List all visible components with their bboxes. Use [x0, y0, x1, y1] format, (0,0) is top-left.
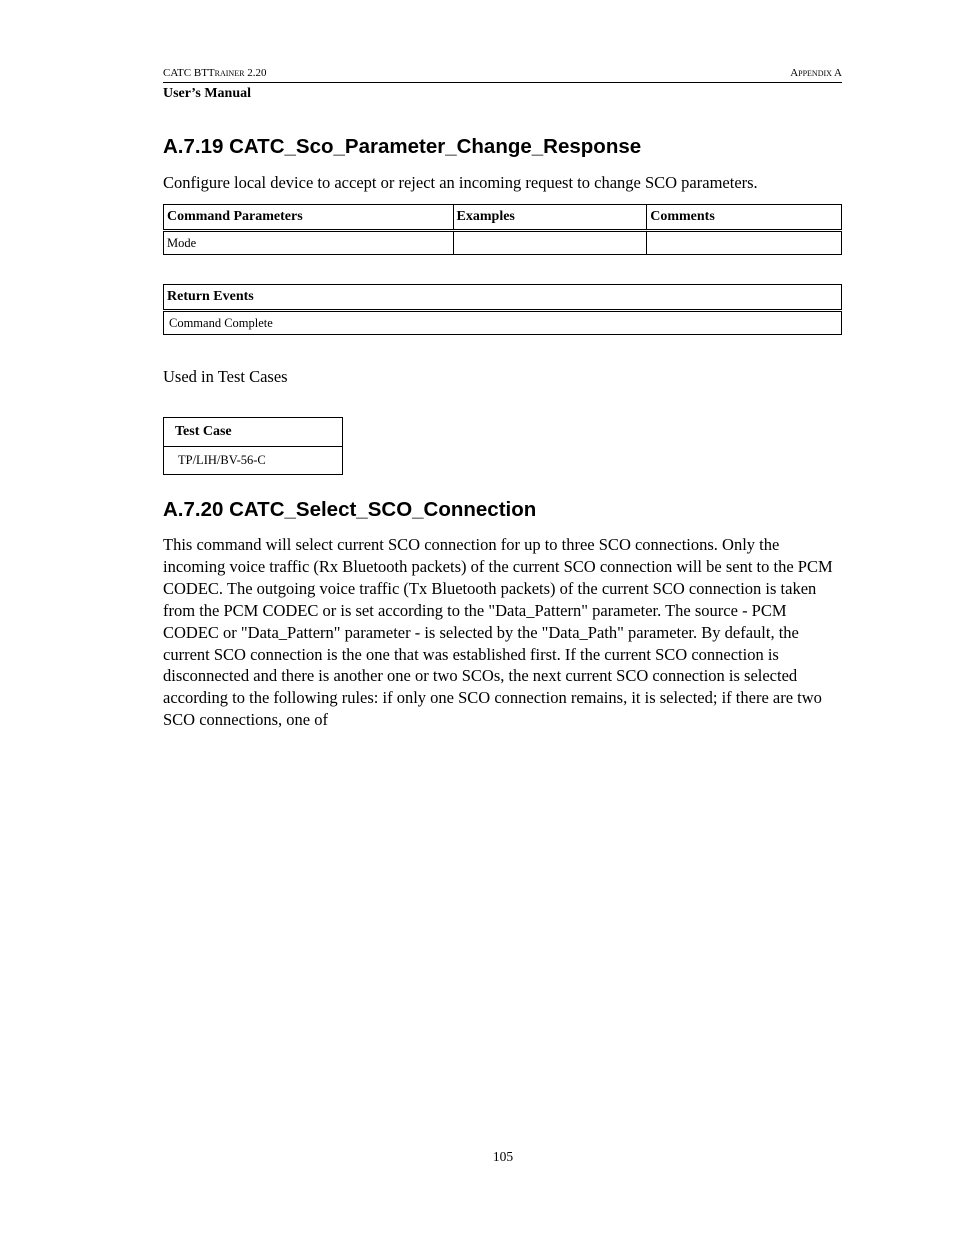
product-name: CATC BTTrainer 2.20 [163, 67, 267, 79]
column-header: Examples [453, 205, 647, 231]
return-events-table [163, 284, 842, 335]
table-row [164, 311, 842, 335]
table-header-row [164, 418, 343, 447]
page-number: 105 [492, 1149, 514, 1164]
table-cell [453, 231, 647, 255]
table-row [164, 447, 343, 475]
section-heading-a720: A.7.20 CATC_Select_SCO_Connection [163, 498, 537, 521]
test-case-table [163, 417, 343, 475]
table-row [164, 231, 842, 255]
section-heading-a719: A.7.19 CATC_Sco_Parameter_Change_Response [163, 135, 642, 158]
section-body: This command will select current SCO connection for up to three SCO connections. Only the incoming voice traffic (Rx Bluetooth packets) of the current SCO connection will be sent to the PCM CODEC. The outgoing voice traffic (Tx Bluetooth packets) of the current SCO connection is taken from the PCM CODEC or is set according to the "Data_Pattern" parameter. The source - PCM CODEC or "Data_Pattern" parameter - is selected by the "Data_Path" parameter. By default, the current SCO connection is the one that was established first. If the current SCO connection is disconnected and there is another one or two SCOs, the next current SCO connection is selected according to the following rules: if only one SCO connection remains, it is selected; if there are two SCO connections, one of [163, 535, 833, 730]
command-parameters-table [163, 204, 842, 255]
column-header: Test Case [164, 418, 343, 447]
used-in-test-cases-label: Used in Test Cases [163, 367, 288, 386]
table-cell: Command Complete [164, 311, 842, 335]
table-header-row [164, 285, 842, 311]
column-header: Comments [647, 205, 842, 231]
table-cell: Mode [164, 231, 454, 255]
page-header [163, 66, 842, 103]
table-cell [647, 231, 842, 255]
section-description: Configure local device to accept or reject an incoming request to change SCO parameters. [163, 173, 758, 192]
table-header-row [164, 205, 842, 231]
appendix-label: Appendix A [790, 67, 842, 79]
column-header: Command Parameters [164, 205, 454, 231]
table-cell: TP/LIH/BV-56-C [164, 447, 343, 475]
running-header [163, 66, 842, 83]
column-header: Return Events [164, 285, 842, 311]
manual-title: User’s Manual [163, 86, 252, 101]
